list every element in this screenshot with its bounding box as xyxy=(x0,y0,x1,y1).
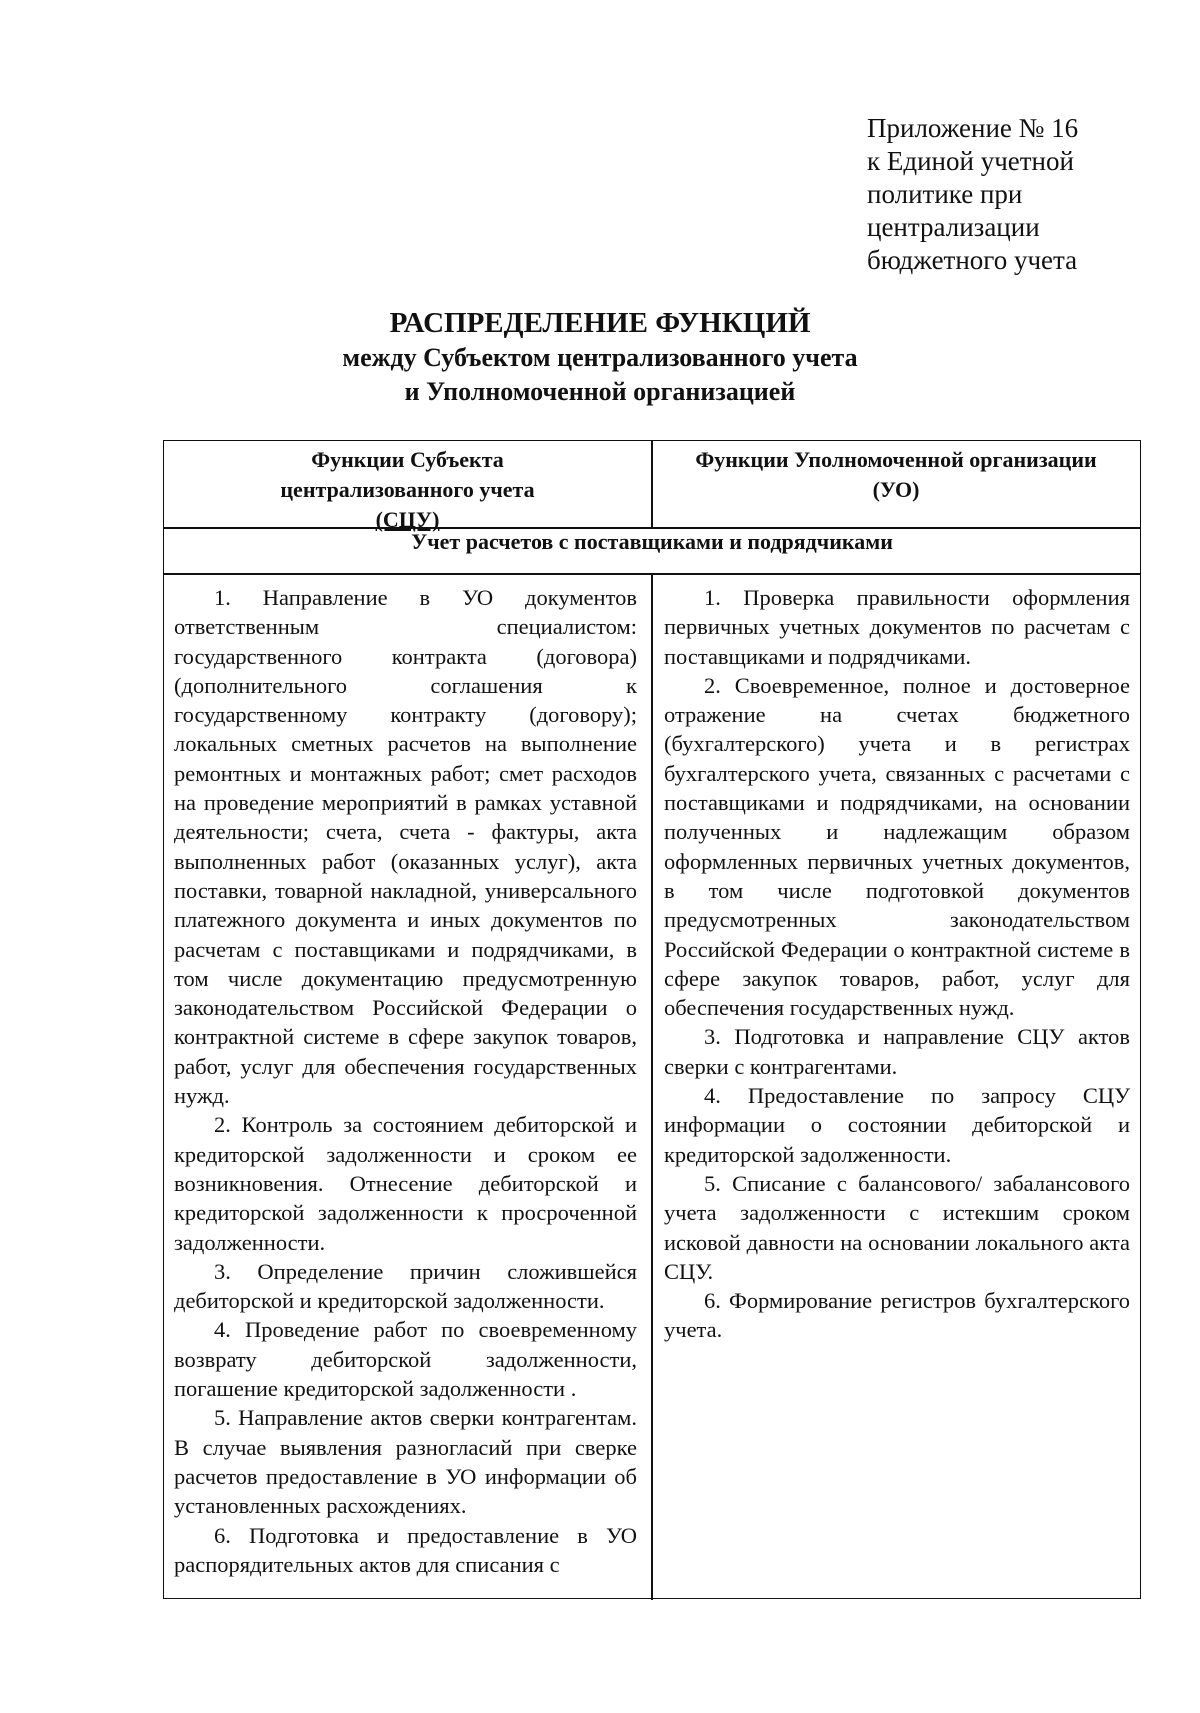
appendix-line: политике при xyxy=(867,179,1023,209)
header-right-line: (УО) xyxy=(872,477,920,502)
left-item: 4. Проведение работ по своевременному возврату дебиторской задолженности, погашение кредиторской задолженности . xyxy=(174,1317,637,1402)
appendix-note xyxy=(867,112,1078,277)
header-left-cell xyxy=(164,445,651,535)
right-item: 4. Предоставление по запросу СЦУ информации о состоянии дебиторской и кредиторской задолженности. xyxy=(664,1083,1130,1167)
right-column-cell xyxy=(664,583,1130,1345)
left-item: 2. Контроль за состоянием дебиторской и кредиторской задолженности и сроком ее возникновения. Отнесение дебиторской и кредиторской задолженности к просроченной задолженности. xyxy=(174,1112,637,1255)
document-title: РАСПРЕДЕЛЕНИЕ ФУНКЦИЙ xyxy=(389,307,811,339)
document-title-block xyxy=(0,305,1200,409)
appendix-line: централизации xyxy=(867,212,1040,242)
header-right-cell xyxy=(652,445,1140,505)
header-left-line: Функции Субъекта xyxy=(311,447,504,472)
right-item: 3. Подготовка и направление СЦУ актов сверки с контрагентами. xyxy=(664,1024,1130,1079)
section-title: Учет расчетов с поставщиками и подрядчиками xyxy=(411,529,893,554)
document-subtitle-line-1: между Субъектом централизованного учета xyxy=(342,343,858,372)
body-column-divider xyxy=(651,573,653,1600)
functions-table xyxy=(163,440,1141,1599)
document-subtitle-line-2: и Уполномоченной организацией xyxy=(404,377,796,406)
header-left-line: (СЦУ) xyxy=(375,507,440,532)
right-item: 1. Проверка правильности оформления первичных учетных документов по расчетам с поставщиками и подрядчиками. xyxy=(664,585,1130,669)
appendix-line: к Единой учетной xyxy=(867,146,1074,176)
left-item: 5. Направление актов сверки контрагентам. В случае выявления разногласий при сверке расчетов предоставление в УО информации об установленных расхождениях. xyxy=(174,1405,637,1519)
right-item: 2. Своевременное, полное и достоверное отражение на счетах бюджетного (бухгалтерского) учета и в регистрах бухгалтерского учета, связанных с расчетами с поставщиками и подрядчиками, на основании полученных и надлежащим образом оформленных первичных учетных документов, в том числе подготовкой документов предусмотренных законодательством Российской Федерации о контрактной системе в сфере закупок товаров, работ, услуг для обеспечения государственных нужд. xyxy=(664,672,1130,1021)
header-right-line: Функции Уполномоченной организации xyxy=(695,447,1097,472)
left-item: 3. Определение причин сложившейся дебиторской и кредиторской задолженности. xyxy=(174,1258,637,1314)
right-item: 6. Формирование регистров бухгалтерского учета. xyxy=(664,1288,1130,1343)
header-left-line: централизованного учета xyxy=(280,477,535,502)
left-item: 1. Направление в УО документов ответственным специалистом: государственного контракта (договора) (дополнительного соглашения к государственному контракту (договору); локальных сметных расчетов на выполнение ремонтных и монтажных работ; смет расходов на проведение мероприятий в рамках уставной деятельности; счета, счета - фактуры, акта выполненных работ (оказанных услуг), акта поставки, товарной накладной, универсального платежного документа и иных документов по расчетам с поставщиками и подрядчиками, в том числе документацию предусмотренную законодательством Российской Федерации о контрактной системе в сфере закупок товаров, работ, услуг для обеспечения государственных нужд. xyxy=(174,585,637,1109)
right-item: 5. Списание с балансового/ забалансового учета задолженности с истекшим сроком исковой давности на основании локального акта СЦУ. xyxy=(664,1170,1130,1284)
left-column-cell xyxy=(174,583,637,1579)
left-item: 6. Подготовка и предоставление в УО распорядительных актов для списания с xyxy=(174,1522,637,1577)
appendix-line: Приложение № 16 xyxy=(867,113,1079,143)
appendix-line: бюджетного учета xyxy=(867,245,1078,275)
